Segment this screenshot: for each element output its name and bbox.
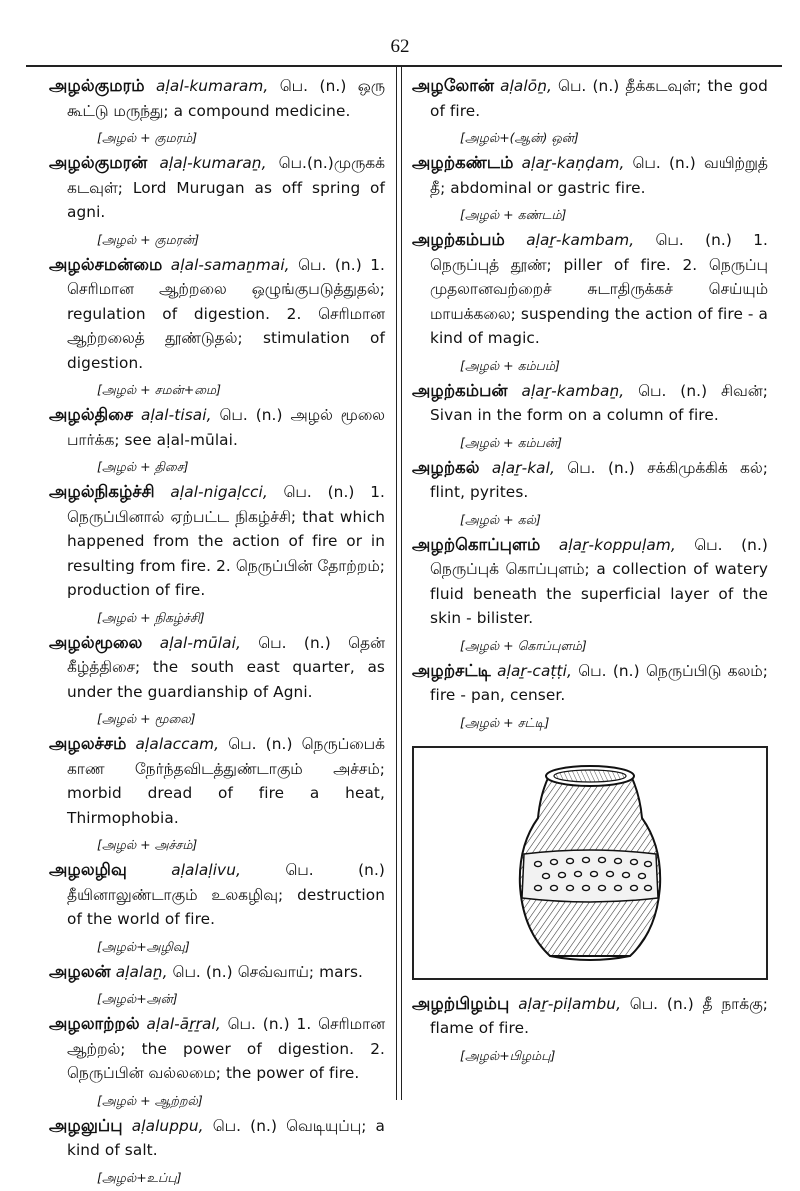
entry-definition: பெ. (n.) சிவன்; Sivan in the form on a column of fire. <box>430 381 768 424</box>
entry-transliteration: aḷal-āṟṟal, <box>146 1015 221 1033</box>
entry-definition: பெ. (n.) செவ்வாய்; mars. <box>172 962 363 981</box>
fire-pan-vessel-drawing <box>490 756 690 970</box>
entry-transliteration: aḷaḷ-kumaraṉ, <box>159 154 267 172</box>
entry-definition: பெ. (n.) அழல் மூலை பார்க்க; see aḷal-mūlai. <box>67 406 385 449</box>
dictionary-entry <box>412 533 768 657</box>
dictionary-entry <box>49 1012 385 1112</box>
entry-transliteration: aḷaṟ-koppuḷam, <box>558 535 676 554</box>
entry-etymology: [அழல்+(ஆன்) ஒன்] <box>460 130 579 145</box>
entry-headword: அழலச்சம் <box>49 734 127 753</box>
entry-definition: பெ. (n.) தீக்கடவுள்; the god of fire. <box>430 77 768 120</box>
entry-etymology: [அழல் + கம்பன்] <box>460 434 562 450</box>
entry-headword: அழற்கல் <box>412 457 480 477</box>
entry-definition: பெ. (n.) தீயினாலுண்டாகும் உலகழிவு; destruction of the world of fire. <box>67 861 385 928</box>
entry-definition: பெ. (n.) ஒரு கூட்டு மருந்து; a compound medicine. <box>67 77 385 120</box>
entry-transliteration: aḷalaṉ, <box>115 962 168 981</box>
entry-etymology: [அழல்+உப்பு] <box>97 1169 182 1185</box>
entry-definition: பெ. (n.) நெருப்பிடு கலம்; fire - pan, censer. <box>430 661 768 704</box>
entry-headword: அழலன் <box>49 961 111 981</box>
dictionary-entry <box>412 659 768 734</box>
dictionary-entry <box>49 631 385 731</box>
dictionary-entry <box>49 960 385 1011</box>
entry-transliteration: aḷal-mūlai, <box>159 633 241 652</box>
entry-transliteration: aḷaṟ-kaṇḍam, <box>521 154 625 172</box>
entry-definition: பெ. (n.) நெருப்புக் கொப்புளம்; a collection of watery fluid beneath the superficial layer of the skin - bilister. <box>430 535 768 627</box>
entry-etymology: [அழல் + திசை] <box>97 459 189 474</box>
fire-pan-illustration <box>412 746 768 980</box>
entry-headword: அழல்மூலை <box>49 632 143 652</box>
dictionary-entry <box>412 379 768 454</box>
entry-definition: பெ. (n.) வெடியுப்பு; a kind of salt. <box>67 1116 386 1159</box>
entry-definition: பெ. (n.) நெருப்பைக் காண நேர்ந்தவிடத்துண்டாகும் அச்சம்; morbid dread of fire a heat, Thirmophobia. <box>67 735 386 827</box>
entry-headword: அழல்நிகழ்ச்சி <box>49 482 155 501</box>
entry-headword: அழற்கம்பம் <box>412 230 505 249</box>
dictionary-entry <box>49 858 385 958</box>
entry-transliteration: aḷal-kumaram, <box>156 77 269 95</box>
entry-etymology: [அழல்+பிழம்பு] <box>460 1047 556 1063</box>
entry-transliteration: aḷal-nigaḷcci, <box>170 483 268 501</box>
entry-headword: அழல்சமன்மை <box>49 254 163 274</box>
entry-headword: அழற்பிழம்பு <box>412 993 510 1013</box>
dictionary-entry <box>412 74 768 149</box>
left-column <box>49 74 385 1191</box>
entry-definition: பெ. (n.) 1. நெருப்பினால் ஏற்பட்ட நிகழ்ச்சி; that which happened from the action of fire or in resulting from fire. 2. நெருப்பின் தோற்றம்; production of fire. <box>67 483 386 599</box>
page-number: 62 <box>390 36 410 57</box>
entry-definition: பெ. (n.) தென் கீழ்த்திசை; the south east quarter, as under the guardianship of Agni. <box>67 633 385 701</box>
dictionary-entry <box>412 151 768 226</box>
entry-definition: பெ. (n.) 1. நெருப்புத் தூண்; piller of fire. 2. நெருப்பு முதலானவற்றைச் சுடாதிருக்கச் செய்யும் மாயக்கலை; suspending the action of fire - a kind of magic. <box>430 231 769 347</box>
entry-headword: அழலோன் <box>412 76 495 95</box>
dictionary-entry <box>49 151 385 251</box>
entry-etymology: [அழல் + ஆற்றல்] <box>97 1092 203 1108</box>
dictionary-entry <box>49 1114 385 1189</box>
dictionary-entry <box>412 228 768 377</box>
entry-etymology: [அழல் + குமரம்] <box>97 130 198 145</box>
entry-etymology: [அழல் + மூலை] <box>97 711 196 726</box>
entry-etymology: [அழல் + குமரன்] <box>97 231 200 247</box>
entry-transliteration: aḷal-samaṉmai, <box>170 255 290 274</box>
dictionary-entry <box>49 74 385 149</box>
entry-etymology: [அழல் + கம்பம்] <box>460 357 560 373</box>
entry-headword: அழலாற்றல் <box>49 1014 140 1033</box>
entry-transliteration: aḷalaḷivu, <box>171 861 241 879</box>
entry-headword: அழற்கொப்புளம் <box>412 534 541 554</box>
dictionary-entry <box>412 992 768 1067</box>
entry-etymology: [அழல் + அச்சம்] <box>97 837 198 852</box>
entry-headword: அழல்திசை <box>49 405 134 424</box>
entry-definition: பெ. (n.) 1. செரிமான ஆற்றல்; the power of digestion. 2. நெருப்பின் வல்லமை; the power of fire. <box>67 1015 386 1082</box>
dictionary-entry <box>49 403 385 478</box>
right-column <box>412 74 768 1069</box>
entry-definition: பெ.(n.)முருகக் கடவுள்; Lord Murugan as off spring of agni. <box>67 154 385 221</box>
entry-headword: அழற்கம்பன் <box>412 380 508 400</box>
entry-definition: பெ. (n.) தீ நாக்கு; flame of fire. <box>430 994 768 1037</box>
entry-definition: பெ. (n.) வயிற்றுத் தீ; abdominal or gastric fire. <box>430 154 768 197</box>
entry-headword: அழல்குமரன் <box>49 153 148 172</box>
entry-transliteration: aḷal-tisai, <box>140 406 212 424</box>
entry-etymology: [அழல்+அன்] <box>97 991 178 1006</box>
entry-etymology: [அழல் + கல்] <box>460 511 541 527</box>
entry-transliteration: aḷaṟ-kambam, <box>526 231 635 249</box>
entry-headword: அழலழிவு <box>49 860 127 879</box>
entry-headword: அழல்குமரம் <box>49 76 145 95</box>
entry-transliteration: aḷaṟ-kambaṉ, <box>521 381 625 400</box>
entry-transliteration: aḷaṟ-kal, <box>491 458 555 477</box>
entry-headword: அழலுப்பு <box>49 1115 123 1135</box>
dictionary-entry <box>49 253 385 402</box>
entry-transliteration: aḷaṟ-piḷambu, <box>518 994 622 1013</box>
entry-etymology: [அழல் + நிகழ்ச்சி] <box>97 609 205 625</box>
entry-transliteration: aḷaluppu, <box>131 1116 204 1135</box>
dictionary-entry <box>49 732 385 856</box>
entry-definition: பெ. (n.) சக்கிமுக்கிக் கல்; flint, pyrites. <box>430 458 768 501</box>
entry-etymology: [அழல் + சட்டி] <box>460 714 550 730</box>
entry-etymology: [அழல் + கண்டம்] <box>460 207 567 222</box>
right-column-entries-bottom <box>412 992 768 1067</box>
header-rule <box>26 65 782 67</box>
entry-etymology: [அழல் + சமன்+மை] <box>97 382 221 397</box>
dictionary-entry <box>49 480 385 629</box>
entry-etymology: [அழல்+அழிவு] <box>97 938 190 954</box>
dictionary-entry <box>412 456 768 531</box>
entry-transliteration: aḷaṟ-caṭṭi, <box>497 661 572 680</box>
column-divider <box>401 65 402 1100</box>
entry-etymology: [அழல் + கொப்புளம்] <box>460 637 587 653</box>
entry-headword: அழற்சட்டி <box>412 660 491 680</box>
right-column-entries-top <box>412 74 768 734</box>
entry-transliteration: aḷalaccam, <box>135 735 220 753</box>
entry-definition: பெ. (n.) 1. செரிமான ஆற்றலை ஒழுங்குபடுத்துதல்; regulation of digestion. 2. செரிமான ஆற்றலைத் தூண்டுதல்; stimulation of digestion. <box>67 255 385 372</box>
column-divider <box>396 65 397 1100</box>
entry-transliteration: aḷalōṉ, <box>500 77 552 95</box>
entry-headword: அழற்கண்டம் <box>412 153 514 172</box>
